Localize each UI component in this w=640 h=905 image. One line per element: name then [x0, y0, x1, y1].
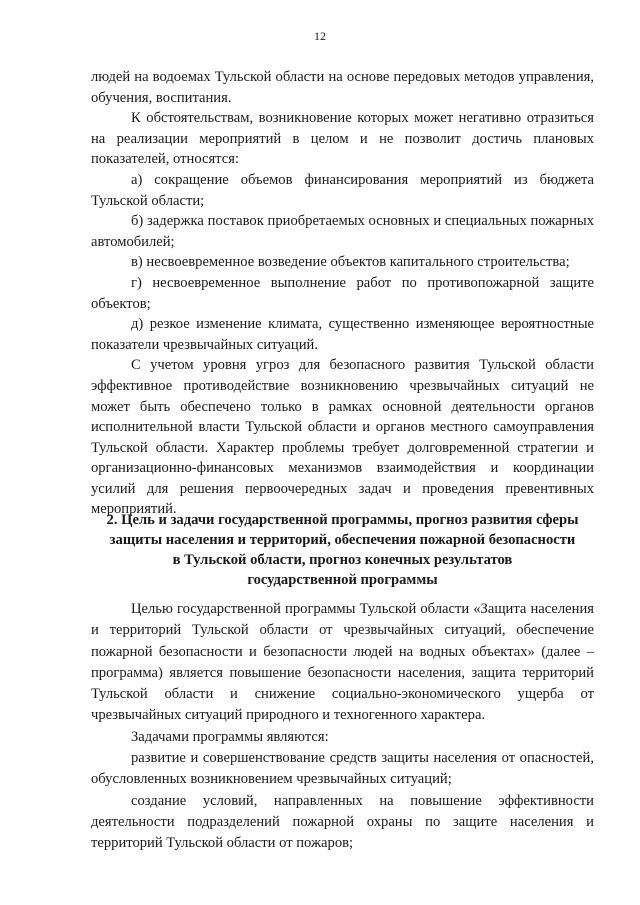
section-text-lower	[91, 599, 594, 855]
heading-line: 2. Цель и задачи государственной программы, прогноз развития сферы	[106, 512, 579, 528]
paragraph: Задачами программы являются:	[131, 728, 329, 745]
heading-line: в Тульской области, прогноз конечных результатов	[172, 552, 513, 568]
list-item: д) резкое изменение климата, существенно изменяющее вероятностные показатели чрезвычайных ситуаций.	[91, 316, 594, 353]
page-number: 12	[314, 29, 326, 43]
list-item: в) несвоевременное возведение объектов капитального строительства;	[131, 254, 570, 271]
list-item: развитие и совершенствование средств защиты населения от опасностей, обусловленных возникновением чрезвычайных ситуаций;	[91, 750, 594, 788]
paragraph: Целью государственной программы Тульской области «Защита населения и территорий Тульской области от чрезвычайных ситуаций, обеспечение пожарной безопасности и безопасности людей на водных объектах» (далее – программа) является повышение безопасности населения, защита территорий Тульской области и снижение социально-экономического ущерба от чрезвычайных ситуаций природного и техногенного характера.	[91, 601, 594, 724]
heading-line: защиты населения и территорий, обеспечения пожарной безопасности	[109, 532, 576, 548]
paragraph: людей на водоемах Тульской области на основе передовых методов управления, обучения, воспитания.	[91, 69, 594, 106]
list-item: г) несвоевременное выполнение работ по противопожарной защите объектов;	[91, 274, 594, 312]
list-item: а) сокращение объемов финансирования мероприятий из бюджета Тульской области;	[91, 171, 594, 209]
list-item: создание условий, направленных на повышение эффективности деятельности подразделений пожарной охраны по защите населения и территорий Тульской области от пожаров;	[91, 792, 594, 852]
section-heading	[91, 510, 594, 590]
paragraph: С учетом уровня угроз для безопасного развития Тульской области эффективное противодействие возникновению чрезвычайных ситуаций не может быть обеспечено только в рамках основной деятельности органов исполнительной власти Тульской области и органов местного самоуправления Тульской области. Характер проблемы требует долговременной стратегии и организационно-финансовых механизмов взаимодействия и координации усилий для решения первоочередных задач и проведения превентивных мероприятий.	[91, 357, 594, 518]
list-item: б) задержка поставок приобретаемых основных и специальных пожарных автомобилей;	[91, 213, 594, 250]
section-text-upper	[91, 67, 594, 520]
heading-line: государственной программы	[247, 572, 438, 588]
paragraph: К обстоятельствам, возникновение которых может негативно отразиться на реализации мероприятий в целом и не позволит достичь плановых показателей, относятся:	[91, 110, 594, 168]
